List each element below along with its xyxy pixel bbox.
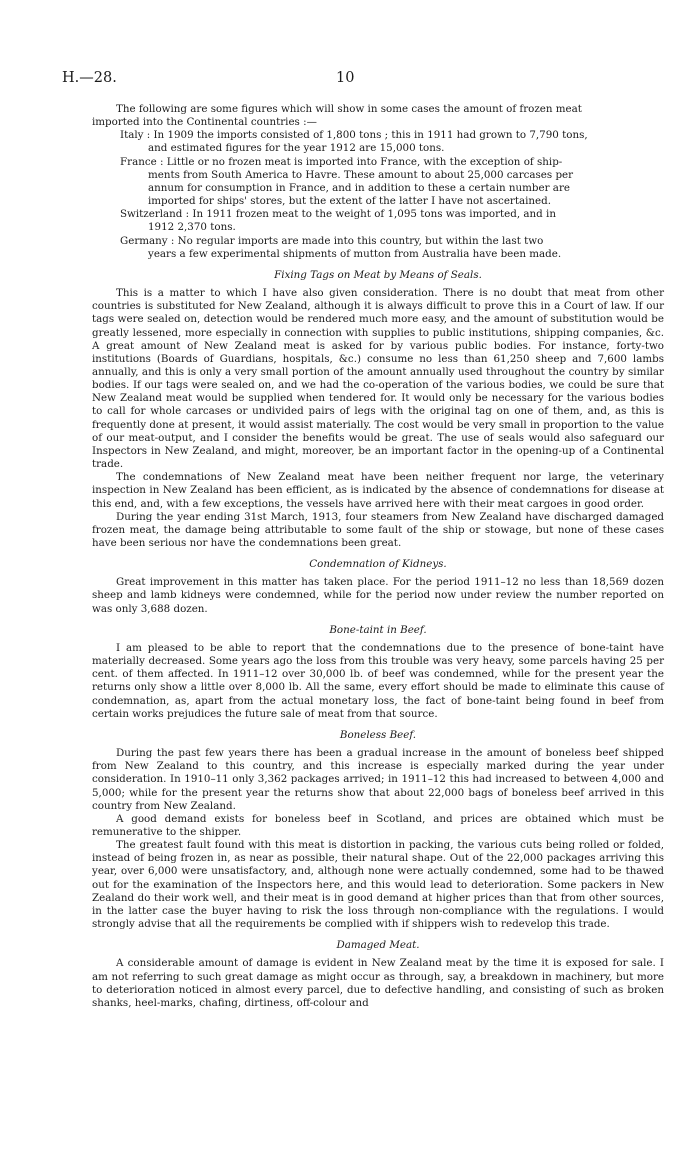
section-heading: Damaged Meat. <box>336 939 420 952</box>
paragraph: The condemnations of New Zealand meat have been neither frequent nor large, the veterinary inspection in New Zealand has been efficient, as is indicated by the absence of condemnations for disease at this end, and, with a few exceptions, the vessels have arrived here with their meat cargoes in good order. <box>92 471 664 510</box>
section-heading: Fixing Tags on Meat by Means of Seals. <box>274 268 482 281</box>
paragraph: During the past few years there has been a gradual increase in the amount of boneless beef shipped from New Zealand to this country, and this increase is especially marked during the year under consideration. In 1910–11 only 3,362 packages arrived; in 1911–12 this had increased to between 4,000 and 5,000; while for the present year the returns show that about 22,000 bags of boneless beef arrived in this country from New Zealand. <box>92 747 664 812</box>
country-line: 1912 2,370 tons. <box>148 221 236 234</box>
paragraph: The greatest fault found with this meat is distortion in packing, the various cuts being rolled or folded, instead of being frozen in, as near as possible, their natural shape. Out of the 22,000 packages arriving this year, over 6,000 were unsatisfactory, and, although none were actually condemned, some had to be thawed out for the examination of the Inspectors here, and this would lead to deterioration. Some packers in New Zealand do their work well, and their meat is in good demand at higher prices than that from other sources, in the latter case the buyer having to risk the loss through non-compliance with the regulations. I would strongly advise that all the requirements be complied with if shippers wish to redevelop this trade. <box>92 839 664 931</box>
country-entry-italy <box>120 129 664 155</box>
paragraph: I am pleased to be able to report that the condemnations due to the presence of bone-taint have materially decreased. Some years ago the loss from this trouble was very heavy, some parcels having 25 per cent. of them affected. In 1911–12 over 30,000 lb. of beef was condemned, while for the present year the returns only show a little over 8,000 lb. All the same, every effort should be made to eliminate this cause of condemnation, as, apart from the actual monetary loss, the fact of bone-taint being found in beef from certain works prejudices the future sale of meat from that source. <box>92 641 664 720</box>
country-line: years a few experimental shipments of mutton from Australia have been made. <box>148 247 562 260</box>
report-code: H.—28. <box>62 70 117 86</box>
document-body <box>92 103 664 1010</box>
section-heading: Boneless Beef. <box>339 728 417 741</box>
paragraph: A considerable amount of damage is evident in New Zealand meat by the time it is exposed for sale. I am not referring to such great damage as might occur as through, say, a breakdown in machinery, but more to deterioration noticed in almost every parcel, due to defective handling, and consisting of such as broken shanks, heel-marks, chafing, dirtiness, off-colour and <box>92 957 664 1009</box>
country-entry-france <box>120 156 664 209</box>
country-entry-switzerland <box>120 208 664 234</box>
country-line: Italy : In 1909 the imports consisted of 1,800 tons ; this in 1911 had grown to 7,790 tons, <box>120 129 588 142</box>
paragraph: During the year ending 31st March, 1913, four steamers from New Zealand have discharged damaged frozen meat, the damage being attributable to some fault of the ship or stowage, but none of these cases have been serious nor have the condemnations been great. <box>92 510 664 549</box>
intro-line: The following are some figures which will show in some cases the amount of frozen meat <box>116 103 582 115</box>
paragraph: A good demand exists for boneless beef in Scotland, and prices are obtained which must be remunerative to the shipper. <box>92 812 664 838</box>
country-line: Germany : No regular imports are made into this country, but within the last two <box>120 234 544 247</box>
country-line: ments from South America to Havre. These amount to about 25,000 carcases per <box>148 168 574 181</box>
country-line: annum for consumption in France, and in addition to these a certain number are <box>148 181 570 194</box>
section-heading: Condemnation of Kidneys. <box>309 558 447 571</box>
intro-line: imported into the Continental countries :— <box>92 116 317 129</box>
country-line: France : Little or no frozen meat is imported into France, with the exception of ship- <box>120 155 563 168</box>
country-line: imported for ships' stores, but the extent of the latter I have not ascertained. <box>148 195 551 208</box>
country-entry-germany <box>120 235 664 261</box>
paragraph: Great improvement in this matter has taken place. For the period 1911–12 no less than 18,569 dozen sheep and lamb kidneys were condemned, while for the period now under review the number reported on was only 3,688 dozen. <box>92 576 664 615</box>
page-header <box>0 70 700 92</box>
country-line: Switzerland : In 1911 frozen meat to the weight of 1,095 tons was imported, and in <box>120 208 556 221</box>
section-heading: Bone-taint in Beef. <box>329 623 427 636</box>
country-line: and estimated figures for the year 1912 are 15,000 tons. <box>148 142 445 155</box>
paragraph: This is a matter to which I have also given consideration. There is no doubt that meat from other countries is substituted for New Zealand, although it is always difficult to prove this in a Court of law. If our tags were sealed on, detection would be rendered much more easy, and the amount of substitution would be greatly lessened, more especially in connection with supplies to public institutions, shipping companies, &c. A great amount of New Zealand meat is asked for by various public bodies. For instance, forty-two institutions (Boards of Guardians, hospitals, &c.) consume no less than 61,250 sheep and 7,600 lambs annually, and this is only a very small portion of the amount annually used throughout the country by similar bodies. If our tags were sealed on, and we had the co-operation of the various bodies, we could be sure that New Zealand meat would be supplied when tendered for. It would only be necessary for the various bodies to call for whole carcases or undivided pairs of legs with the original tag on one of them, and, as this is frequently done at present, it would assist materially. The cost would be very small in proportion to the value of our meat-output, and I consider the benefits would be great. The use of seals would also safeguard our Inspectors in New Zealand, and might, moreover, be an important factor in the opening-up of a Continental trade. <box>92 287 664 471</box>
page-number: 10 <box>336 70 355 86</box>
